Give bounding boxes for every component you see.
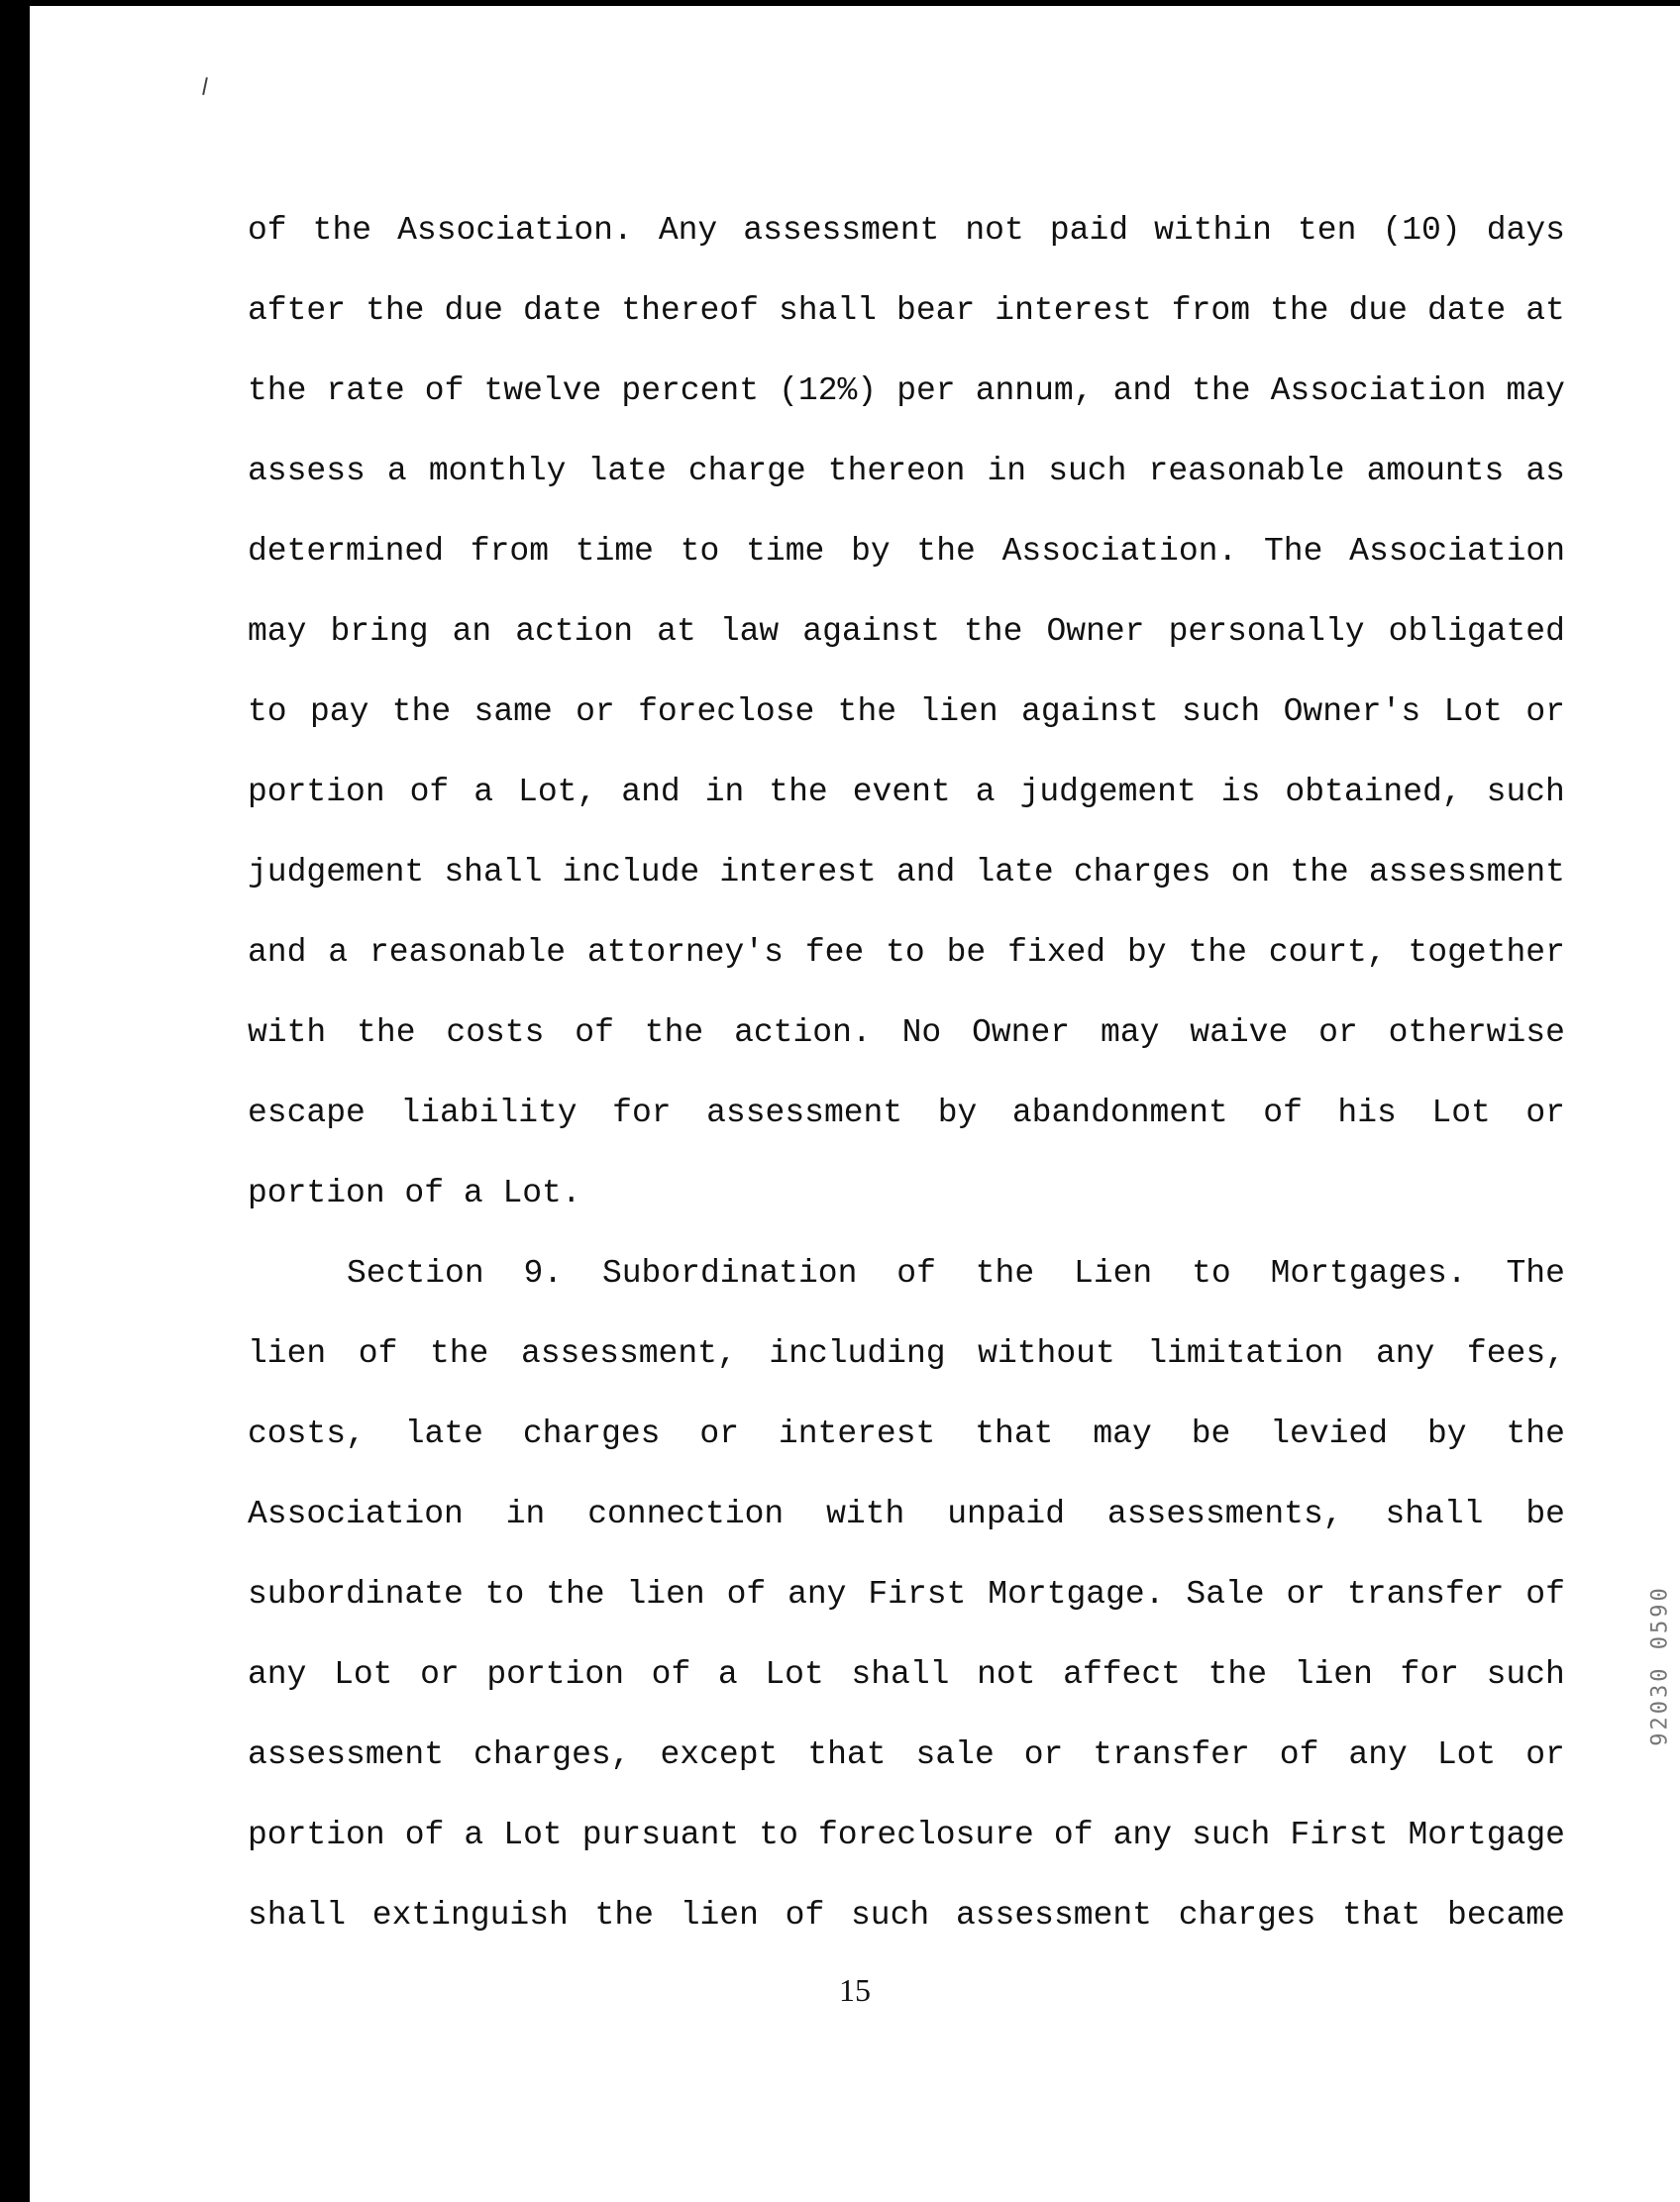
word: any xyxy=(248,1656,307,1693)
word: late xyxy=(975,854,1054,891)
word: be xyxy=(1525,1496,1565,1532)
word: court, xyxy=(1268,934,1387,971)
text-line xyxy=(248,1073,1565,1153)
word: assessments, xyxy=(1106,1496,1343,1532)
word: be xyxy=(946,934,987,971)
word: or xyxy=(1286,1576,1326,1613)
word: bring xyxy=(330,613,429,650)
word: same xyxy=(473,693,553,730)
word: the xyxy=(1188,934,1247,971)
text-line xyxy=(248,1875,1565,1955)
word: that xyxy=(975,1416,1054,1452)
word: date xyxy=(1426,292,1507,329)
word: costs xyxy=(446,1014,545,1051)
text-line xyxy=(248,190,1565,270)
word: his xyxy=(1337,1095,1397,1131)
word: within xyxy=(1154,212,1272,249)
word: assessment xyxy=(743,212,940,249)
word: The xyxy=(1263,533,1323,570)
word: of xyxy=(1263,1095,1303,1131)
word: against xyxy=(1021,693,1159,730)
word: in xyxy=(505,1496,546,1532)
word: Association xyxy=(248,1496,464,1532)
text-line xyxy=(248,351,1565,431)
word: sale xyxy=(915,1736,995,1773)
word: any xyxy=(788,1576,847,1613)
word: Association. xyxy=(397,212,633,249)
word: obtained, xyxy=(1285,774,1462,810)
word: a xyxy=(473,774,494,810)
word: assessment, xyxy=(520,1335,737,1372)
word: as xyxy=(1525,453,1565,489)
word: the xyxy=(975,1255,1035,1292)
word: or xyxy=(576,693,615,730)
word: to xyxy=(886,934,925,971)
word: charges xyxy=(522,1416,661,1452)
text-line xyxy=(248,1795,1565,1875)
word: connection xyxy=(587,1496,785,1532)
word: waive xyxy=(1190,1014,1289,1051)
word: the xyxy=(837,693,897,730)
word: or xyxy=(1318,1014,1358,1051)
word: or xyxy=(420,1656,460,1693)
word: lien xyxy=(626,1576,705,1613)
word: to xyxy=(248,693,287,730)
word: any xyxy=(1348,1736,1408,1773)
text-line xyxy=(248,1554,1565,1634)
word: twelve xyxy=(483,372,602,409)
word: without xyxy=(978,1335,1115,1372)
word: to xyxy=(1192,1255,1231,1292)
word: the xyxy=(916,533,976,570)
word: abandonment xyxy=(1011,1095,1228,1131)
word: and xyxy=(248,934,307,971)
word: the xyxy=(391,693,452,730)
word: the xyxy=(644,1014,704,1051)
word: Section xyxy=(347,1255,484,1292)
word: due xyxy=(444,292,503,329)
word: the xyxy=(1208,1656,1268,1693)
word: thereon xyxy=(827,453,966,489)
word: for xyxy=(1400,1656,1459,1693)
word: a xyxy=(717,1656,738,1693)
word: percent xyxy=(621,372,760,409)
word: time xyxy=(746,533,825,570)
word: costs, xyxy=(248,1416,366,1452)
word: by xyxy=(851,533,891,570)
word: Lot xyxy=(1436,1736,1497,1773)
word: fixed xyxy=(1007,934,1106,971)
word: Association xyxy=(1349,533,1565,570)
word: an xyxy=(452,613,492,650)
word: such xyxy=(1048,453,1127,489)
word: in xyxy=(987,453,1027,489)
word: event xyxy=(852,774,951,810)
word: the xyxy=(1290,854,1349,891)
word: Mortgage. xyxy=(988,1576,1165,1613)
word: time xyxy=(575,533,654,570)
word: ten xyxy=(1297,212,1357,249)
text-line xyxy=(248,1394,1565,1474)
word: foreclosure xyxy=(817,1817,1034,1853)
word: the xyxy=(1270,292,1329,329)
document-body xyxy=(248,190,1565,1955)
text-line: portion of a Lot. xyxy=(248,1175,581,1211)
word: may xyxy=(248,613,307,650)
word: by xyxy=(937,1095,978,1131)
bates-stamp xyxy=(1640,1556,1680,1774)
word: any xyxy=(1375,1335,1435,1372)
word: judgement xyxy=(1019,774,1197,810)
word: to xyxy=(680,533,720,570)
word: together xyxy=(1408,934,1565,971)
text-line xyxy=(248,672,1565,752)
word: in xyxy=(704,774,745,810)
word: judgement xyxy=(248,854,425,891)
word: shall xyxy=(1385,1496,1484,1532)
text-line xyxy=(248,912,1565,993)
word: the xyxy=(312,212,372,249)
word: assessment xyxy=(248,1736,445,1773)
word: annum, xyxy=(975,372,1094,409)
page-number: 15 xyxy=(839,1972,871,2008)
word: amounts xyxy=(1366,453,1505,489)
word: of xyxy=(896,1255,936,1292)
word: shall xyxy=(778,292,877,329)
word: the xyxy=(366,292,425,329)
word: Mortgage xyxy=(1408,1817,1565,1853)
text-line xyxy=(248,1474,1565,1554)
word: such xyxy=(1486,1656,1565,1693)
word: Owner's xyxy=(1283,693,1421,730)
word: lien xyxy=(919,693,998,730)
word: a xyxy=(386,453,407,489)
word: or xyxy=(1525,1095,1565,1131)
word: of xyxy=(575,1014,614,1051)
word: extinguish xyxy=(371,1897,569,1934)
word: by xyxy=(1426,1416,1467,1452)
word: the xyxy=(769,774,828,810)
word: is xyxy=(1220,774,1261,810)
word: at xyxy=(1525,292,1565,329)
text-line xyxy=(248,832,1565,912)
word: against xyxy=(802,613,940,650)
word: interest xyxy=(719,854,877,891)
word: the xyxy=(248,372,307,409)
word: Subordination xyxy=(601,1255,858,1292)
word: fees, xyxy=(1466,1335,1565,1372)
word: bear xyxy=(896,292,976,329)
word: late xyxy=(404,1416,483,1452)
word: a xyxy=(328,934,349,971)
word: shall xyxy=(851,1656,950,1693)
word: lien xyxy=(1294,1656,1373,1693)
word: lien xyxy=(248,1335,327,1372)
word: rate xyxy=(326,372,405,409)
word: and xyxy=(895,854,956,891)
word: charges xyxy=(1073,854,1211,891)
word: of xyxy=(248,212,287,249)
word: The xyxy=(1506,1255,1565,1292)
word: and xyxy=(621,774,681,810)
word: such xyxy=(1192,1817,1271,1853)
word: any xyxy=(1112,1817,1173,1853)
word: paid xyxy=(1049,212,1129,249)
word: Lot xyxy=(1443,693,1503,730)
word: Lot xyxy=(334,1656,393,1693)
word: with xyxy=(248,1014,327,1051)
word: transfer xyxy=(1346,1576,1505,1613)
word: charges xyxy=(1178,1897,1316,1934)
word: may xyxy=(1100,1014,1160,1051)
word: from xyxy=(470,533,550,570)
word: except xyxy=(660,1736,779,1773)
word: that xyxy=(1342,1897,1421,1934)
word: the xyxy=(594,1897,654,1934)
word: for xyxy=(612,1095,672,1131)
word: of xyxy=(1053,1817,1094,1853)
text-line xyxy=(248,1313,1565,1394)
word: such xyxy=(1486,774,1565,810)
word: assessment xyxy=(1368,854,1565,891)
word: late xyxy=(587,453,667,489)
word: and xyxy=(1112,372,1173,409)
word: attorney's xyxy=(586,934,784,971)
word: include xyxy=(562,854,700,891)
section-heading-line xyxy=(248,1233,1565,1313)
word: to xyxy=(484,1576,525,1613)
margin-mark xyxy=(202,77,208,95)
word: reasonable xyxy=(368,934,567,971)
word: interest xyxy=(995,292,1152,329)
word: or xyxy=(1525,1736,1565,1773)
word: a xyxy=(464,1817,484,1853)
word: determined xyxy=(248,533,445,570)
word: obligated xyxy=(1388,613,1565,650)
word: Lot xyxy=(765,1656,824,1693)
word: Lien xyxy=(1074,1255,1153,1292)
word: of xyxy=(726,1576,767,1613)
word: including xyxy=(769,1335,946,1372)
word: by xyxy=(1127,934,1167,971)
word: Association. xyxy=(1001,533,1238,570)
word: shall xyxy=(248,1897,347,1934)
word: may xyxy=(1506,372,1565,409)
word: affect xyxy=(1063,1656,1181,1693)
word: law xyxy=(719,613,780,650)
word: or xyxy=(1525,693,1565,730)
word: the xyxy=(1506,1416,1565,1452)
word: reasonable xyxy=(1148,453,1345,489)
bates-stamp-text: 92030 0590 xyxy=(1647,1584,1673,1746)
word: (12%) xyxy=(779,372,878,409)
word: shall xyxy=(444,854,543,891)
text-line xyxy=(248,993,1565,1073)
text-line xyxy=(248,431,1565,511)
word: subordinate xyxy=(248,1576,464,1613)
word: assessment xyxy=(955,1897,1152,1934)
word: Owner xyxy=(1046,613,1145,650)
word: to xyxy=(759,1817,798,1853)
word: that xyxy=(807,1736,887,1773)
text-line xyxy=(248,270,1565,351)
word: of xyxy=(409,774,450,810)
word: the xyxy=(963,613,1023,650)
word: of xyxy=(1279,1736,1319,1773)
word: transfer xyxy=(1093,1736,1250,1773)
word: personally xyxy=(1168,613,1365,650)
word: charge xyxy=(687,453,806,489)
word: or xyxy=(1023,1736,1064,1773)
word: charges, xyxy=(473,1736,631,1773)
word: levied xyxy=(1270,1416,1389,1452)
word: not xyxy=(977,1656,1036,1693)
word: thereof xyxy=(621,292,759,329)
word: days xyxy=(1486,212,1565,249)
word: may xyxy=(1093,1416,1152,1452)
word: portion xyxy=(248,1817,385,1853)
word: of xyxy=(358,1335,398,1372)
word: not xyxy=(965,212,1024,249)
word: date xyxy=(523,292,602,329)
word: lien xyxy=(680,1897,759,1934)
word: 9. xyxy=(523,1255,564,1292)
word: a xyxy=(975,774,996,810)
word: of xyxy=(1525,1576,1565,1613)
word: the xyxy=(1192,372,1251,409)
word: portion xyxy=(248,774,385,810)
word: monthly xyxy=(428,453,567,489)
word: pursuant xyxy=(581,1817,740,1853)
word: the xyxy=(429,1335,489,1372)
word: Owner xyxy=(972,1014,1071,1051)
word: on xyxy=(1230,854,1271,891)
word: action. xyxy=(734,1014,872,1051)
word: fee xyxy=(804,934,865,971)
word: the xyxy=(357,1014,416,1051)
word: Lot xyxy=(503,1817,563,1853)
word: foreclose xyxy=(638,693,815,730)
word: from xyxy=(1171,292,1250,329)
word: of xyxy=(651,1656,691,1693)
word: due xyxy=(1348,292,1408,329)
text-line xyxy=(248,752,1565,832)
word: became xyxy=(1447,1897,1565,1934)
word: assessment xyxy=(706,1095,903,1131)
word: Lot xyxy=(1431,1095,1491,1131)
document-page xyxy=(30,6,1680,2202)
word: First xyxy=(1290,1817,1389,1853)
word: Association xyxy=(1270,372,1487,409)
word: Any xyxy=(658,212,718,249)
word: action xyxy=(515,613,634,650)
word: portion xyxy=(486,1656,624,1693)
word: with xyxy=(826,1496,905,1532)
word: be xyxy=(1191,1416,1231,1452)
word: of xyxy=(404,1817,445,1853)
word: First xyxy=(868,1576,967,1613)
text-line xyxy=(248,591,1565,672)
word: limitation xyxy=(1147,1335,1344,1372)
word: such xyxy=(851,1897,930,1934)
word: the xyxy=(546,1576,605,1613)
word: or xyxy=(699,1416,739,1452)
word: liability xyxy=(400,1095,578,1131)
word: of xyxy=(424,372,465,409)
word: unpaid xyxy=(947,1496,1066,1532)
word: Mortgages. xyxy=(1270,1255,1467,1292)
text-line xyxy=(248,1715,1565,1795)
word: of xyxy=(785,1897,825,1934)
word: Lot, xyxy=(518,774,597,810)
text-line xyxy=(248,511,1565,591)
word: Sale xyxy=(1186,1576,1265,1613)
word: per xyxy=(896,372,956,409)
text-line xyxy=(248,1634,1565,1715)
word: No xyxy=(901,1014,942,1051)
word: escape xyxy=(248,1095,366,1131)
word: such xyxy=(1182,693,1261,730)
word: assess xyxy=(248,453,366,489)
word: at xyxy=(657,613,696,650)
word: interest xyxy=(778,1416,936,1452)
word: after xyxy=(248,292,347,329)
word: otherwise xyxy=(1388,1014,1565,1051)
word: (10) xyxy=(1382,212,1461,249)
word: pay xyxy=(309,693,369,730)
